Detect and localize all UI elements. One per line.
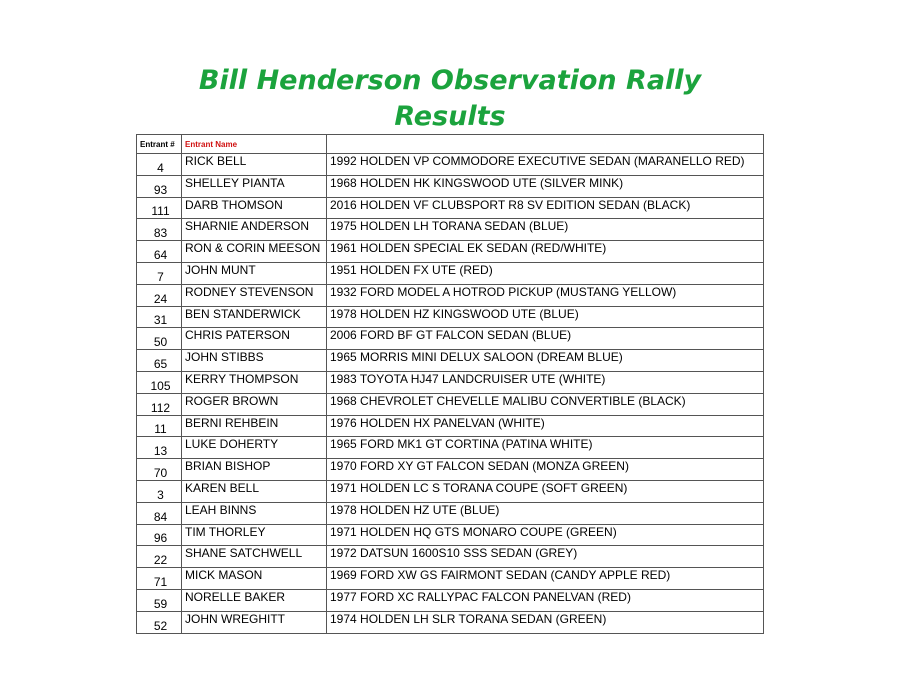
table-row [137,219,764,241]
car-description-cell: 1976 HOLDEN HX PANELVAN (WHITE) [327,415,764,437]
car-description-cell: 1965 FORD MK1 GT CORTINA (PATINA WHITE) [327,437,764,459]
entrant-name-cell: BERNI REHBEIN [182,415,327,437]
car-description-cell: 1932 FORD MODEL A HOTROD PICKUP (MUSTANG YELLOW) [327,284,764,306]
car-description-cell: 2016 HOLDEN VF CLUBSPORT R8 SV EDITION SEDAN (BLACK) [327,197,764,219]
entrant-name-cell: KAREN BELL [182,480,327,502]
car-description-cell: 1972 DATSUN 1600S10 SSS SEDAN (GREY) [327,546,764,568]
entrant-name-cell: RICK BELL [182,154,327,176]
table-row [137,459,764,481]
header-car [327,135,764,154]
table-row [137,415,764,437]
entrant-name-cell: JOHN WREGHITT [182,611,327,633]
page-title: Bill Henderson Observation Rally [198,65,702,96]
entrant-name-cell: SHELLEY PIANTA [182,175,327,197]
table-header-row [137,135,764,154]
entrant-number-cell: 83 [137,219,182,241]
entrant-name-cell: LEAH BINNS [182,502,327,524]
entrant-name-cell: NORELLE BAKER [182,589,327,611]
header-entrant-name: Entrant Name [182,135,327,154]
table-row [137,371,764,393]
table-row [137,524,764,546]
entrant-number-cell: 111 [137,197,182,219]
table-row [137,502,764,524]
car-description-cell: 1968 CHEVROLET CHEVELLE MALIBU CONVERTIBLE (BLACK) [327,393,764,415]
table-row [137,611,764,633]
car-description-cell: 1978 HOLDEN HZ UTE (BLUE) [327,502,764,524]
entrant-number-cell: 71 [137,568,182,590]
car-description-cell: 2006 FORD BF GT FALCON SEDAN (BLUE) [327,328,764,350]
car-description-cell: 1971 HOLDEN LC S TORANA COUPE (SOFT GREEN) [327,480,764,502]
entrant-name-cell: BEN STANDERWICK [182,306,327,328]
table-row [137,306,764,328]
entrant-number-cell: 84 [137,502,182,524]
table-row [137,437,764,459]
table-row [137,393,764,415]
entrant-number-cell: 52 [137,611,182,633]
entrant-name-cell: CHRIS PATERSON [182,328,327,350]
entrant-number-cell: 22 [137,546,182,568]
entrant-number-cell: 64 [137,241,182,263]
entrant-name-cell: DARB THOMSON [182,197,327,219]
entrant-number-cell: 65 [137,350,182,372]
car-description-cell: 1992 HOLDEN VP COMMODORE EXECUTIVE SEDAN (MARANELLO RED) [327,154,764,176]
entrant-name-cell: TIM THORLEY [182,524,327,546]
car-description-cell: 1965 MORRIS MINI DELUX SALOON (DREAM BLUE) [327,350,764,372]
entrant-name-cell: KERRY THOMPSON [182,371,327,393]
entrant-name-cell: ROGER BROWN [182,393,327,415]
table-row [137,328,764,350]
car-description-cell: 1977 FORD XC RALLYPAC FALCON PANELVAN (RED) [327,589,764,611]
table-row [137,154,764,176]
table-row [137,197,764,219]
car-description-cell: 1968 HOLDEN HK KINGSWOOD UTE (SILVER MINK) [327,175,764,197]
entrant-number-cell: 7 [137,262,182,284]
entrant-name-cell: SHANE SATCHWELL [182,546,327,568]
entrant-number-cell: 112 [137,393,182,415]
header-entrant-number: Entrant # [137,135,182,154]
entrant-name-cell: RON & CORIN MEESON [182,241,327,263]
entrant-number-cell: 96 [137,524,182,546]
page-subtitle: Results [394,101,506,132]
table-row [137,241,764,263]
car-description-cell: 1974 HOLDEN LH SLR TORANA SEDAN (GREEN) [327,611,764,633]
table-row [137,284,764,306]
car-description-cell: 1983 TOYOTA HJ47 LANDCRUISER UTE (WHITE) [327,371,764,393]
entrant-number-cell: 24 [137,284,182,306]
entrant-number-cell: 93 [137,175,182,197]
table-row [137,480,764,502]
entrant-number-cell: 3 [137,480,182,502]
entrant-number-cell: 4 [137,154,182,176]
table-row [137,589,764,611]
table-row [137,546,764,568]
car-description-cell: 1961 HOLDEN SPECIAL EK SEDAN (RED/WHITE) [327,241,764,263]
car-description-cell: 1975 HOLDEN LH TORANA SEDAN (BLUE) [327,219,764,241]
car-description-cell: 1971 HOLDEN HQ GTS MONARO COUPE (GREEN) [327,524,764,546]
entrant-number-cell: 31 [137,306,182,328]
table-row [137,350,764,372]
car-description-cell: 1969 FORD XW GS FAIRMONT SEDAN (CANDY APPLE RED) [327,568,764,590]
entrant-number-cell: 105 [137,371,182,393]
table-row [137,175,764,197]
entrant-number-cell: 13 [137,437,182,459]
entrant-number-cell: 50 [137,328,182,350]
entrant-name-cell: SHARNIE ANDERSON [182,219,327,241]
table-row [137,568,764,590]
entrant-name-cell: JOHN MUNT [182,262,327,284]
entrant-name-cell: BRIAN BISHOP [182,459,327,481]
entrant-name-cell: JOHN STIBBS [182,350,327,372]
car-description-cell: 1970 FORD XY GT FALCON SEDAN (MONZA GREEN) [327,459,764,481]
car-description-cell: 1951 HOLDEN FX UTE (RED) [327,262,764,284]
entrant-number-cell: 11 [137,415,182,437]
entrant-name-cell: RODNEY STEVENSON [182,284,327,306]
entrant-name-cell: MICK MASON [182,568,327,590]
table-row [137,262,764,284]
results-table [136,134,764,634]
entrant-name-cell: LUKE DOHERTY [182,437,327,459]
entrant-number-cell: 59 [137,589,182,611]
entrant-number-cell: 70 [137,459,182,481]
car-description-cell: 1978 HOLDEN HZ KINGSWOOD UTE (BLUE) [327,306,764,328]
